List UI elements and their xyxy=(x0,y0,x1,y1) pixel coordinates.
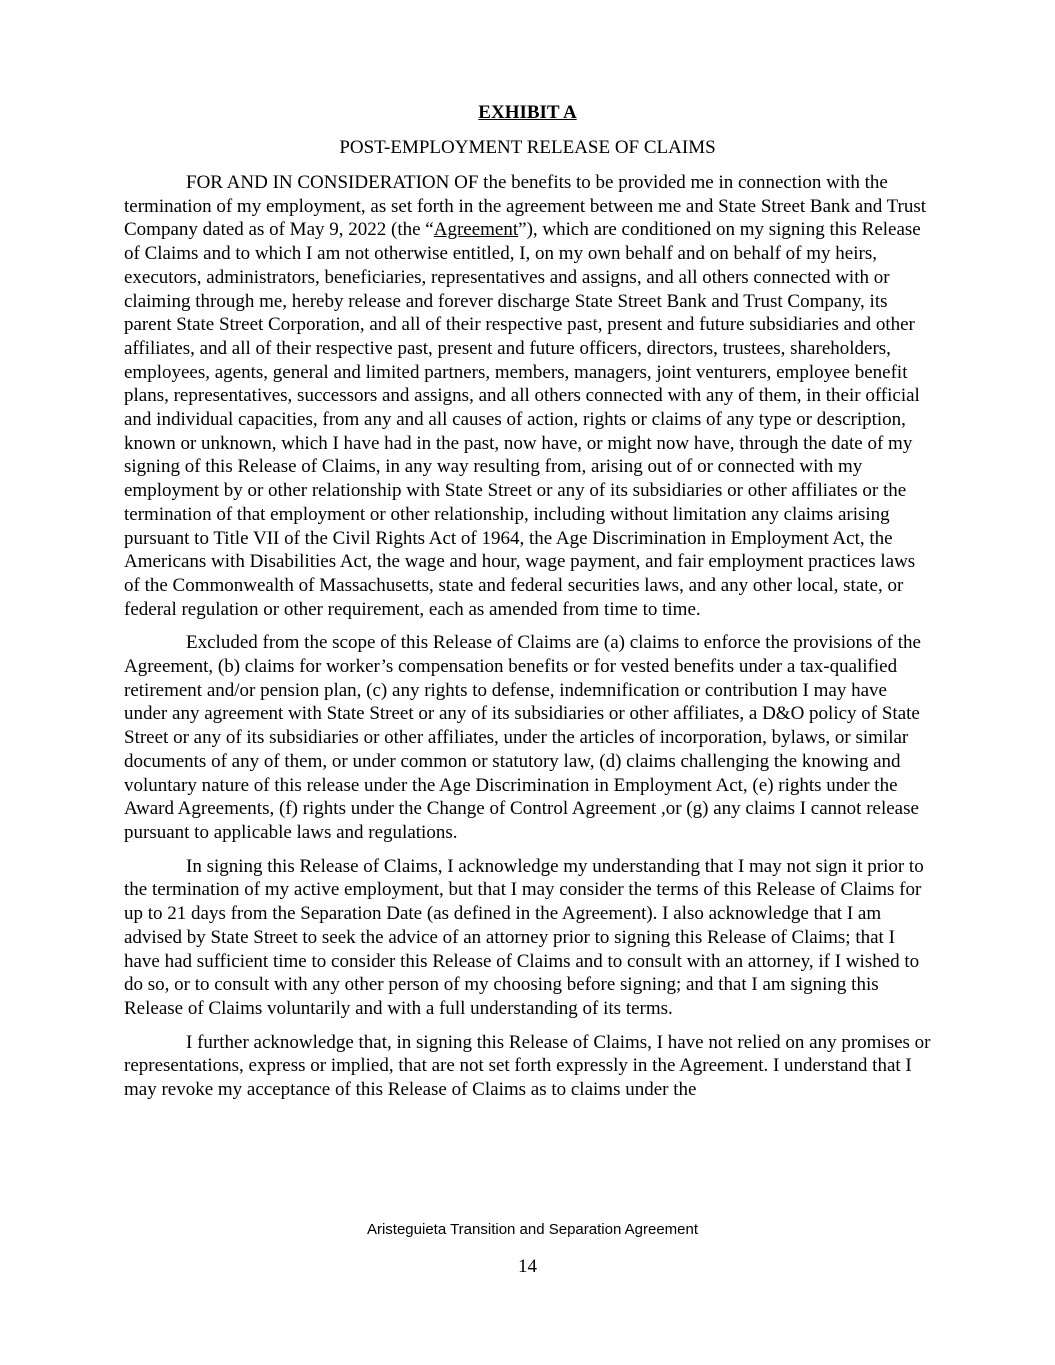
page-number: 14 xyxy=(518,1256,537,1277)
paragraph-release-text-before: FOR AND IN CONSIDERATION OF the benefits to be provided me in connection with the termination of my employment, as set forth in the agreement between me and State Street Bank and Trust Company dated as of May 9, 2022 (the “ xyxy=(124,172,927,241)
agreement-defined-term: Agreement xyxy=(433,219,519,241)
footer-document-title: Aristeguieta Transition and Separation Agreement xyxy=(366,1221,699,1238)
paragraph-reliance: I further acknowledge that, in signing this Release of Claims, I have not relied on any promises or representations, express or implied, that are not set forth expressly in the Agreement. I understand that I may revoke my acceptance of this Release of Claims as to claims under the xyxy=(124,1031,931,1101)
paragraph-release xyxy=(124,171,934,621)
paragraph-exclusions: Excluded from the scope of this Release of Claims are (a) claims to enforce the provisions of the Agreement, (b) claims for worker’s compensation benefits or for vested benefits under a tax-qualified retirement and/or pension plan, (c) any rights to defense, indemnification or contribution I may have under any agreement with State Street or any of its subsidiaries or other affiliates, a D&O policy of State Street or any of its subsidiaries or other affiliates, under the articles of incorporation, bylaws, or similar documents of any of them, or under common or statutory law, (d) claims challenging the knowing and voluntary nature of this release under the Age Discrimination in Employment Act, (e) rights under the Award Agreements, (f) rights under the Change of Control Agreement ,or (g) any claims I cannot release pursuant to applicable laws and regulations. xyxy=(124,632,921,843)
paragraph-release-text-after: ”), which are conditioned on my signing this Release of Claims and to which I am not otherwise entitled, I, on my own behalf and on behalf of my heirs, executors, administrators, beneficiaries, representatives and assigns, and all others connected with or claiming through me, hereby release and forever discharge State Street Bank and Trust Company, its parent State Street Corporation, and all of their respective past, present and future subsidiaries and other affiliates, and all of their respective past, present and future officers, directors, trustees, shareholders, employees, agents, general and limited partners, members, managers, joint venturers, employee benefit plans, representatives, successors and assigns, and all others connected with any of them, in their official and individual capacities, from any and all causes of action, rights or claims of any type or description, known or unknown, which I have had in the past, now have, or might now have, through the date of my signing of this Release of Claims, in any way resulting from, arising out of or connected with my employment by or other relationship with State Street or any of its subsidiaries or other affiliates or the termination of that employment or other relationship, including without limitation any claims arising pursuant to Title VII of the Civil Rights Act of 1964, the Age Discrimination in Employment Act, the Americans with Disabilities Act, the wage and hour, wage payment, and fair employment practices laws of the Commonwealth of Massachusetts, state and federal securities laws, and any other local, state, or federal regulation or other requirement, each as amended from time to time. xyxy=(124,219,921,620)
exhibit-title: EXHIBIT A xyxy=(478,102,577,123)
paragraph-acknowledgement: In signing this Release of Claims, I acknowledge my understanding that I may not sign it prior to the termination of my active employment, but that I may consider the terms of this Release of Claims for up to 21 days from the Separation Date (as defined in the Agreement). I also acknowledge that I am advised by State Street to seek the advice of an attorney prior to signing this Release of Claims; that I have had sufficient time to consider this Release of Claims and to consult with an attorney, if I wished to do so, or to consult with any other person of my choosing before signing; and that I am signing this Release of Claims voluntarily and with a full understanding of its terms. xyxy=(124,855,924,1019)
document-subtitle: POST-EMPLOYMENT RELEASE OF CLAIMS xyxy=(339,137,716,158)
document-body xyxy=(124,171,934,1112)
